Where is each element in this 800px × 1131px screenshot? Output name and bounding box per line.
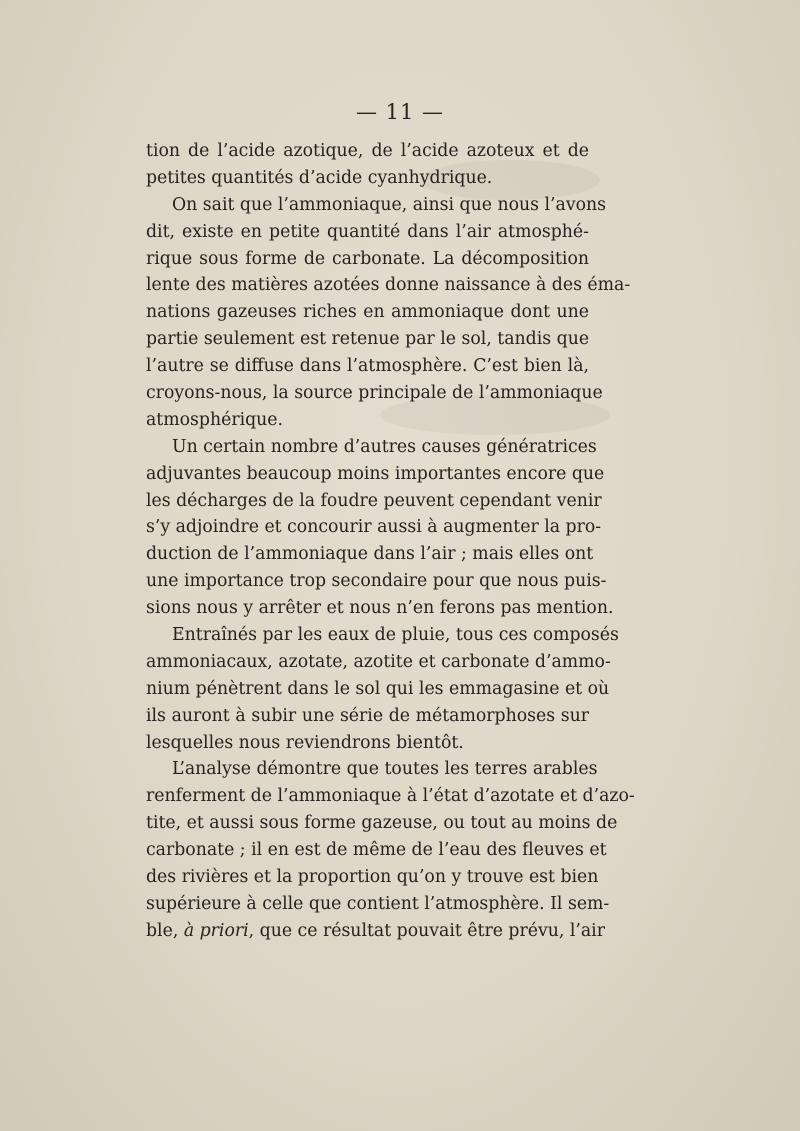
italic-text: à priori <box>183 920 249 941</box>
text-line: croyons-nous, la source principale de l’ammoniaque <box>146 383 603 404</box>
text-line: Entraînés par les eaux de pluie, tous ces composés <box>172 625 619 646</box>
text-line: ils auront à subir une série de métamorphoses sur <box>146 705 589 726</box>
text-line: une importance trop secondaire pour que nous puis- <box>146 571 607 592</box>
page-number: — 11 — <box>355 100 445 124</box>
paragraph <box>146 192 631 434</box>
text-line: partie seulement est retenue par le sol, tandis que <box>146 329 590 350</box>
text-line: adjuvantes beaucoup moins importantes encore que <box>146 463 605 484</box>
text-line: L’analyse démontre que toutes les terres arables <box>172 759 598 780</box>
text-line: duction de l’ammoniaque dans l’air ; mais elles ont <box>146 544 594 565</box>
text-line: Un certain nombre d’autres causes génératrices <box>172 436 597 457</box>
body-text <box>146 138 635 945</box>
text-line: tion de l’acide azotique, de l’acide azoteux et de <box>146 141 589 161</box>
text-line: renferment de l’ammoniaque à l’état d’azotate et d’azo- <box>146 786 635 807</box>
text-line: lente des matières azotées donne naissance à des éma- <box>146 275 631 296</box>
text-line: nations gazeuses riches en ammoniaque dont une <box>146 302 589 323</box>
text-line: les décharges de la foudre peuvent cependant venir <box>146 490 602 511</box>
text-line: rique sous forme de carbonate. La décomposition <box>146 248 589 269</box>
text-line: ammoniacaux, azotate, azotite et carbonate d’ammo- <box>146 651 611 672</box>
text-line: supérieure à celle que contient l’atmosphère. Il sem- <box>146 893 610 914</box>
text-line: lesquelles nous reviendrons bientôt. <box>146 732 464 753</box>
text-line: l’autre se diffuse dans l’atmosphère. C’est bien là, <box>146 356 589 377</box>
text-line: ble, à priori, que ce résultat pouvait être prévu, l’air <box>146 920 605 941</box>
paragraph <box>146 756 635 944</box>
text-line: tite, et aussi sous forme gazeuse, ou tout au moins de <box>146 813 618 834</box>
text-line: carbonate ; il en est de même de l’eau des fleuves et <box>146 840 607 861</box>
text-line: On sait que l’ammoniaque, ainsi que nous l’avons <box>172 194 606 215</box>
text-line: des rivières et la proportion qu’on y trouve est bien <box>146 867 599 888</box>
paragraph <box>146 622 619 756</box>
text-line: dit, existe en petite quantité dans l’air atmosphé- <box>146 221 589 242</box>
text-line: nium pénètrent dans le sol qui les emmagasine et où <box>146 678 610 699</box>
text-line: sions nous y arrêter et nous n’en ferons pas mention. <box>146 598 614 619</box>
text-line: petites quantités d’acide cyanhydrique. <box>146 167 493 188</box>
text-line: atmosphérique. <box>146 409 284 430</box>
paragraph <box>146 434 614 622</box>
paragraph <box>146 138 589 192</box>
text-line: s’y adjoindre et concourir aussi à augmenter la pro- <box>146 517 602 538</box>
